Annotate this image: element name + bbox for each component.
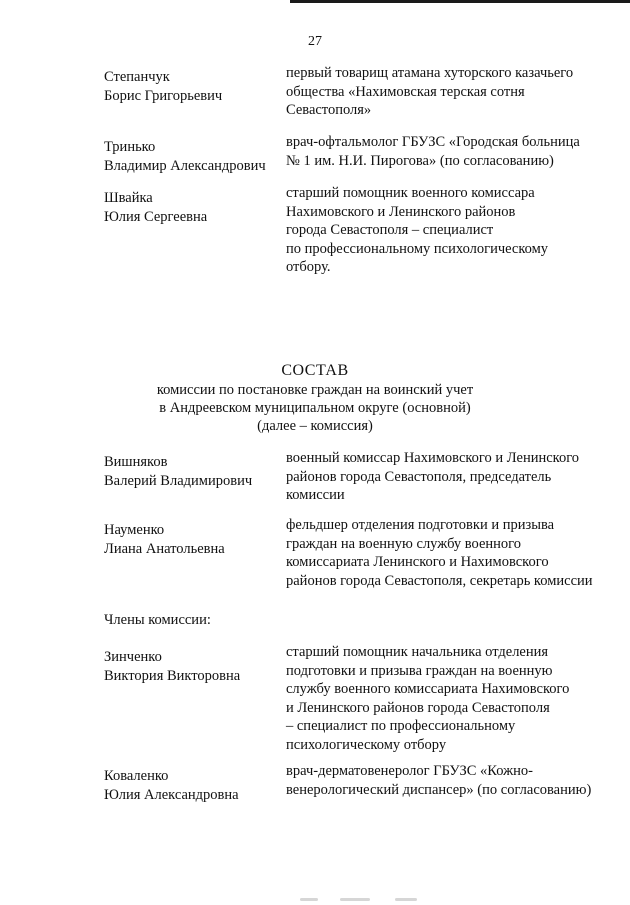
heading-line: в Андреевском муниципальном округе (основной): [159, 400, 471, 416]
position-line: – специалист по профессиональному: [286, 718, 516, 734]
position-line: районов города Севастополя, председатель: [286, 468, 552, 485]
given-name: Валерий Владимирович: [104, 473, 253, 489]
person-name: [104, 648, 279, 686]
surname: Зинченко: [104, 649, 162, 665]
person-position: [286, 762, 606, 799]
position-line: комиссариата Ленинского и Нахимовского: [286, 554, 549, 570]
position-line: № 1 им. Н.И. Пирогова» (по согласованию): [286, 152, 554, 169]
position-line: старший помощник начальника отделения: [286, 644, 549, 660]
given-name: Юлия Сергеевна: [104, 209, 208, 225]
person-position: [286, 643, 606, 754]
position-line: подготовки и призыва граждан на военную: [286, 662, 553, 679]
person-position: [286, 516, 606, 590]
scan-artifact: [300, 898, 450, 904]
members-label: Члены комиссии:: [104, 612, 211, 628]
given-name: Юлия Александровна: [104, 787, 239, 803]
position-line: венерологический диспансер» (по согласованию): [286, 781, 592, 798]
position-line: общества «Нахимовская терская сотня: [286, 83, 525, 100]
position-line: Нахимовского и Ленинского районов: [286, 203, 516, 220]
surname: Вишняков: [104, 454, 168, 470]
person-name: [104, 453, 279, 491]
composition-heading: [0, 361, 630, 435]
position-line: по профессиональному психологическому: [286, 240, 549, 257]
heading-title: СОСТАВ: [281, 362, 349, 379]
page-number: 27: [308, 34, 322, 49]
position-line: старший помощник военного комиссара: [286, 185, 535, 201]
person-position: [286, 184, 606, 277]
given-name: Виктория Викторовна: [104, 668, 241, 684]
surname: Тринько: [104, 139, 156, 155]
position-line: врач-дерматовенеролог ГБУЗС «Кожно-: [286, 763, 533, 779]
position-line: районов города Севастополя, секретарь комиссии: [286, 572, 593, 589]
given-name: Борис Григорьевич: [104, 88, 223, 104]
position-line: города Севастополя – специалист: [286, 222, 494, 238]
position-line: первый товарищ атамана хуторского казачьего: [286, 65, 574, 81]
position-line: врач-офтальмолог ГБУЗС «Городская больница: [286, 134, 580, 150]
person-name: [104, 68, 279, 106]
person-position: [286, 64, 606, 120]
position-line: отбору.: [286, 259, 331, 275]
person-position: [286, 449, 606, 505]
heading-line: комиссии по постановке граждан на воинский учет: [156, 382, 474, 398]
person-position: [286, 133, 606, 170]
position-line: службу военного комиссариата Нахимовского: [286, 681, 570, 697]
position-line: Севастополя»: [286, 102, 372, 118]
position-line: психологическому отбору: [286, 736, 447, 753]
surname: Коваленко: [104, 768, 169, 784]
person-name: [104, 767, 279, 805]
surname: Швайка: [104, 190, 153, 206]
surname: Науменко: [104, 522, 165, 538]
position-line: граждан на военную службу военного: [286, 535, 521, 552]
position-line: комиссии: [286, 487, 345, 503]
position-line: и Ленинского районов города Севастополя: [286, 699, 550, 716]
position-line: фельдшер отделения подготовки и призыва: [286, 517, 555, 533]
top-edge-rule: [290, 0, 630, 3]
given-name: Владимир Александрович: [104, 158, 266, 174]
heading-line: (далее – комиссия): [257, 418, 373, 434]
person-name: [104, 138, 279, 176]
surname: Степанчук: [104, 69, 170, 85]
position-line: военный комиссар Нахимовского и Ленинского: [286, 450, 580, 466]
person-name: [104, 521, 279, 559]
person-name: [104, 189, 279, 227]
given-name: Лиана Анатольевна: [104, 541, 225, 557]
